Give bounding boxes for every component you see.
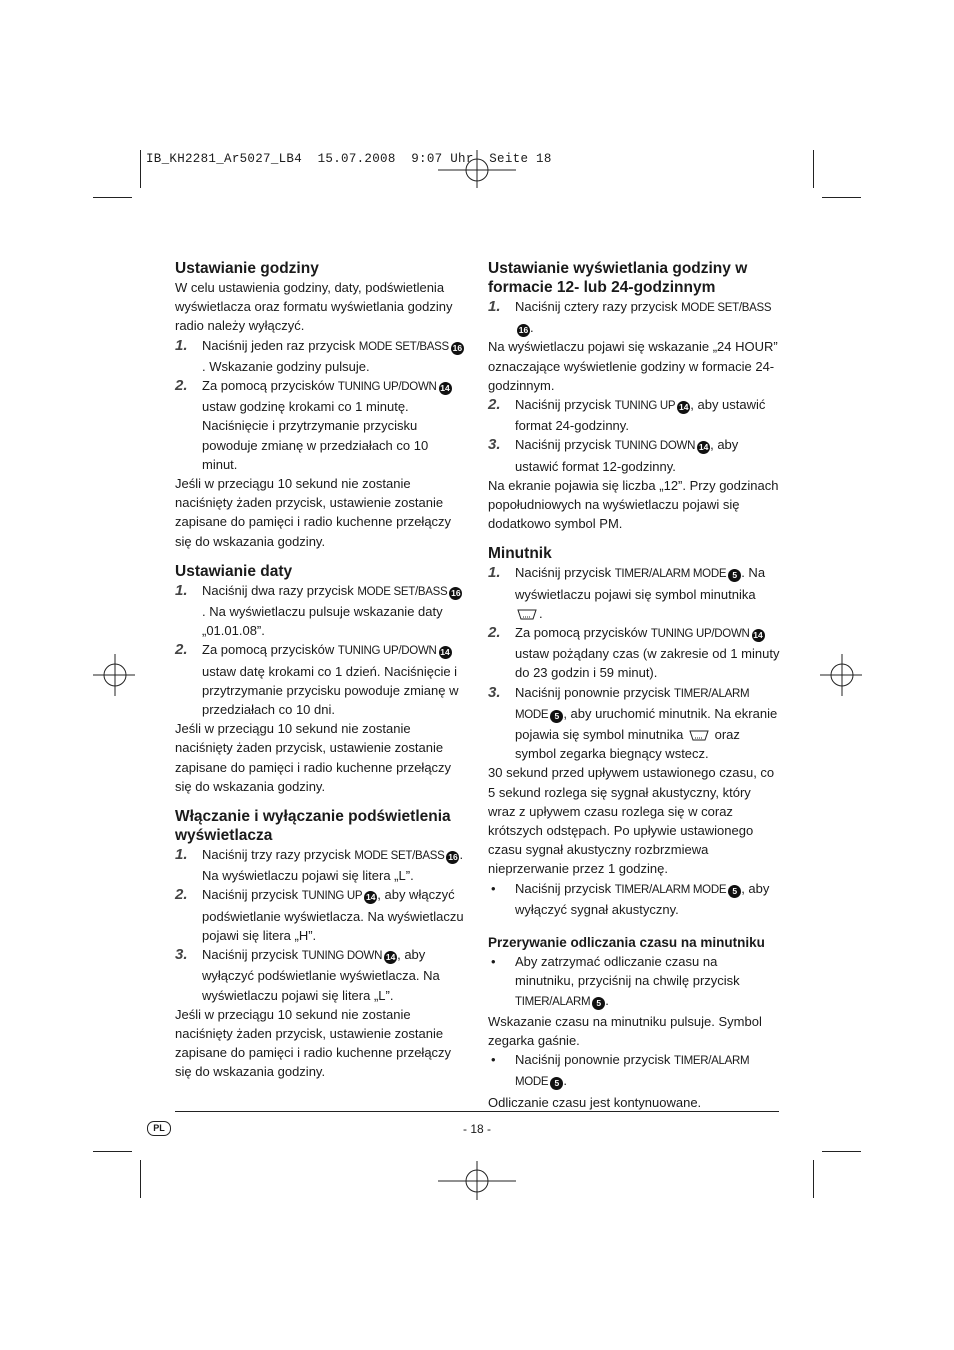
section-title: Minutnik (488, 545, 552, 563)
ref-number-icon: 5 (728, 885, 741, 898)
ref-number-icon: 14 (753, 630, 763, 641)
step-text: . (605, 992, 609, 1008)
button-label: TIMER/ALARM MODE (515, 687, 750, 721)
button-label: MODE SET/BASS (681, 302, 772, 314)
step-text: Naciśnij ponownie przycisk (515, 684, 671, 700)
ref-number-icon: 5 (550, 710, 563, 723)
ref-number-icon: 16 (452, 342, 463, 353)
bullet: • (491, 954, 496, 970)
list-item (175, 581, 465, 641)
ref-number-icon: 14 (698, 442, 709, 453)
step-text: . Wskazanie godziny pulsuje. (202, 358, 370, 374)
list-item (175, 336, 465, 376)
paragraph: Na wyświetlaczu pojawi się wskazanie „24 HOUR” oznaczające wyświetlenie godziny w formacie 24-godzinnym. (488, 339, 778, 393)
step-number: 2. (175, 377, 188, 395)
paragraph: 30 sekund przed upływem ustawionego czasu, co 5 sekund rozlega się sygnał akustyczny, który wraz z upływem czasu rozlega się w coraz krótszych odstępach. Po upływie ustawionego czasu sygnał akustyczny rozbrzmiewa nieprzerwanie przez 1 godzinę. (488, 765, 775, 877)
ref-number-icon: 14 (440, 647, 450, 658)
button-label: MODE SET/BASS (357, 585, 448, 598)
crop-mark (822, 1151, 861, 1152)
step-text: , aby wyłączyć sygnał akustyczny. (515, 880, 770, 917)
step-number: 1. (175, 581, 188, 599)
ref-number-icon: 5 (550, 1077, 563, 1090)
paragraph: Na ekranie pojawia się liczba „12”. Przy godzinach popołudniowych na wyświetlaczu pojawi się dodatkowo symbol PM. (488, 477, 779, 532)
list-item (488, 683, 780, 764)
step-text: Aby zatrzymać odliczanie czasu na minutniku, przyciśnij na chwilę przycisk (515, 954, 740, 989)
list-item (488, 952, 780, 1012)
step-text: , aby ustawić format 24-godzinny. (515, 397, 766, 434)
registration-mark-bottom (438, 1160, 518, 1202)
step-number: 2. (175, 641, 188, 659)
ref-number-icon: 14 (440, 383, 450, 394)
button-label: TIMER/ALARM MODE (614, 568, 727, 581)
list-item (488, 1050, 780, 1092)
bullet: • (491, 880, 496, 896)
list-item (488, 435, 780, 475)
ref-number-icon: 14 (366, 892, 376, 903)
page-number: - 18 - (462, 1122, 491, 1136)
list-item (175, 885, 465, 945)
step-text: ustaw godzinę krokami co 1 minutę. Naciśnięcie i przytrzymanie przycisku powoduje zmianę w przedziałach co 10 minut. (202, 399, 429, 472)
step-number: 3. (488, 683, 501, 701)
ref-number-icon: 5 (592, 997, 605, 1010)
section-title: Ustawianie godziny (175, 260, 319, 277)
list-item (488, 563, 780, 623)
paragraph: Odliczanie czasu jest kontynuowane. (488, 1094, 702, 1110)
step-text: , aby włączyć podświetlanie wyświetlacza. Na wyświetlaczu pojawi się litera „H”. (202, 887, 464, 943)
step-text: . (530, 320, 534, 336)
step-text: Za pomocą przycisków (202, 378, 335, 394)
step-text: Naciśnij trzy razy przycisk (202, 847, 351, 863)
registration-mark-right (820, 654, 862, 696)
step-text: . Na wyświetlaczu pulsuje wskazanie daty „01.01.08”. (202, 604, 443, 639)
step-text: oraz symbol zegarka biegnący wstecz. (515, 727, 740, 762)
list-item (488, 623, 780, 683)
list-item (175, 845, 465, 885)
language-badge: PL (147, 1121, 171, 1136)
list-item (488, 879, 780, 919)
ref-number-icon: 14 (385, 952, 396, 963)
step-text: Naciśnij jeden raz przycisk (202, 337, 356, 353)
list-item (488, 395, 780, 435)
button-label: TUNING UP/DOWN (337, 381, 437, 394)
paragraph: W celu ustawienia godziny, daty, podświetlenia wyświetlacza oraz formatu wyświetlania godziny radio należy wyłączyć. (175, 280, 453, 334)
registration-mark-left (93, 654, 135, 696)
timer-icon (689, 729, 709, 742)
step-text: Naciśnij dwa razy przycisk (202, 582, 354, 598)
step-text: Naciśnij przycisk (202, 947, 299, 963)
button-label: TUNING DOWN (301, 950, 383, 963)
footer-rule (175, 1111, 779, 1112)
ref-number-icon: 16 (518, 325, 529, 336)
crop-mark (93, 1151, 132, 1152)
ref-number-icon: 5 (728, 569, 741, 582)
step-text: Naciśnij cztery razy przycisk (515, 299, 678, 314)
ref-number-icon: 16 (448, 852, 458, 863)
step-text: Naciśnij ponownie przycisk (515, 1052, 671, 1068)
list-item (175, 945, 465, 1005)
button-label: TUNING UP (301, 890, 363, 903)
step-number: 2. (488, 624, 501, 642)
step-text: Naciśnij przycisk (202, 887, 299, 903)
crop-mark (140, 1160, 141, 1198)
step-text: Naciśnij przycisk (515, 397, 612, 413)
button-label: TUNING DOWN (614, 440, 696, 453)
button-label: MODE SET/BASS (354, 850, 445, 863)
list-item (175, 376, 465, 474)
right-column (488, 259, 780, 1112)
paragraph: Jeśli w przeciągu 10 sekund nie zostanie naciśnięty żaden przycisk, ustawienie zostanie zapisane do pamięci i radio kuchenne przełączy się do wskazania godziny. (175, 1006, 452, 1080)
step-text: , aby ustawić format 12-godzinny. (515, 437, 739, 474)
list-item (175, 640, 465, 719)
step-text: ustaw datę krokami co 1 dzień. Naciśnięcie i przytrzymanie przycisku powoduje zmianę w przedziałach co 10 dni. (202, 663, 459, 718)
button-label: MODE SET/BASS (358, 340, 449, 353)
list-item (488, 297, 780, 337)
timer-icon (517, 608, 537, 621)
crop-mark (140, 150, 141, 188)
crop-mark (93, 197, 132, 198)
section-title: Włączanie i wyłączanie podświetlenia wyświetlacza (175, 808, 451, 845)
step-text: . (539, 605, 543, 621)
step-number: 1. (488, 298, 501, 315)
crop-mark (813, 1160, 814, 1198)
step-text: Naciśnij przycisk (515, 880, 612, 896)
subsection-title: Przerywanie odliczania czasu na minutniku (488, 935, 765, 951)
step-text: Naciśnij przycisk (515, 565, 612, 581)
step-text: , aby uruchomić minutnik. Na ekranie pojawia się symbol minutnika (515, 705, 778, 743)
paragraph: Jeśli w przeciągu 10 sekund nie zostanie naciśnięty żaden przycisk, ustawienie zostanie zapisane do pamięci i radio kuchenne przełączy się do wskazania godziny. (175, 476, 452, 549)
step-number: 1. (175, 336, 188, 354)
step-number: 2. (488, 396, 501, 414)
button-label: TIMER/ALARM MODE (614, 883, 727, 896)
step-text: ustaw pożądany czas (w zakresie od 1 minuty do 23 godzin i 59 minut). (515, 646, 780, 681)
button-label: TIMER/ALARM (515, 995, 591, 1008)
paragraph: Jeśli w przeciągu 10 sekund nie zostanie naciśnięty żaden przycisk, ustawienie zostanie zapisane do pamięci i radio kuchenne przełączy się do wskazania godziny. (175, 721, 452, 794)
bullet: • (491, 1052, 496, 1068)
button-label: TUNING UP (614, 400, 676, 413)
step-text: . Na wyświetlaczu pojawi się litera „L”. (202, 847, 464, 884)
paragraph: Wskazanie czasu na minutniku pulsuje. Symbol zegarka gaśnie. (488, 1013, 762, 1048)
section-title: Ustawianie wyświetlania godziny w formacie 12- lub 24-godzinnym (488, 260, 748, 296)
step-number: 1. (175, 846, 188, 864)
step-number: 3. (175, 946, 188, 964)
button-label: TUNING UP/DOWN (650, 628, 750, 641)
step-text: . (563, 1073, 567, 1089)
step-text: Za pomocą przycisków (202, 642, 335, 658)
crop-mark (822, 197, 861, 198)
print-header: IB_KH2281_Ar5027_LB4 15.07.2008 9:07 Uhr Seite 18 (146, 152, 552, 166)
step-text: Za pomocą przycisków (515, 625, 648, 641)
ref-number-icon: 14 (679, 402, 689, 413)
section-title: Ustawianie daty (175, 562, 293, 580)
step-number: 1. (488, 564, 501, 582)
crop-mark (813, 150, 814, 188)
step-text: Naciśnij przycisk (515, 437, 612, 453)
left-column (175, 259, 465, 1082)
step-number: 2. (175, 886, 188, 904)
step-text: , aby wyłączyć podświetlanie wyświetlacza. Na wyświetlaczu pojawi się litera „L”. (202, 947, 440, 1003)
ref-number-icon: 16 (451, 587, 461, 598)
button-label: TUNING UP/DOWN (337, 645, 437, 658)
step-number: 3. (488, 436, 501, 454)
step-text: . Na wyświetlaczu pojawi się symbol minutnika (515, 565, 766, 602)
button-label: TIMER/ALARM MODE (515, 1055, 750, 1089)
